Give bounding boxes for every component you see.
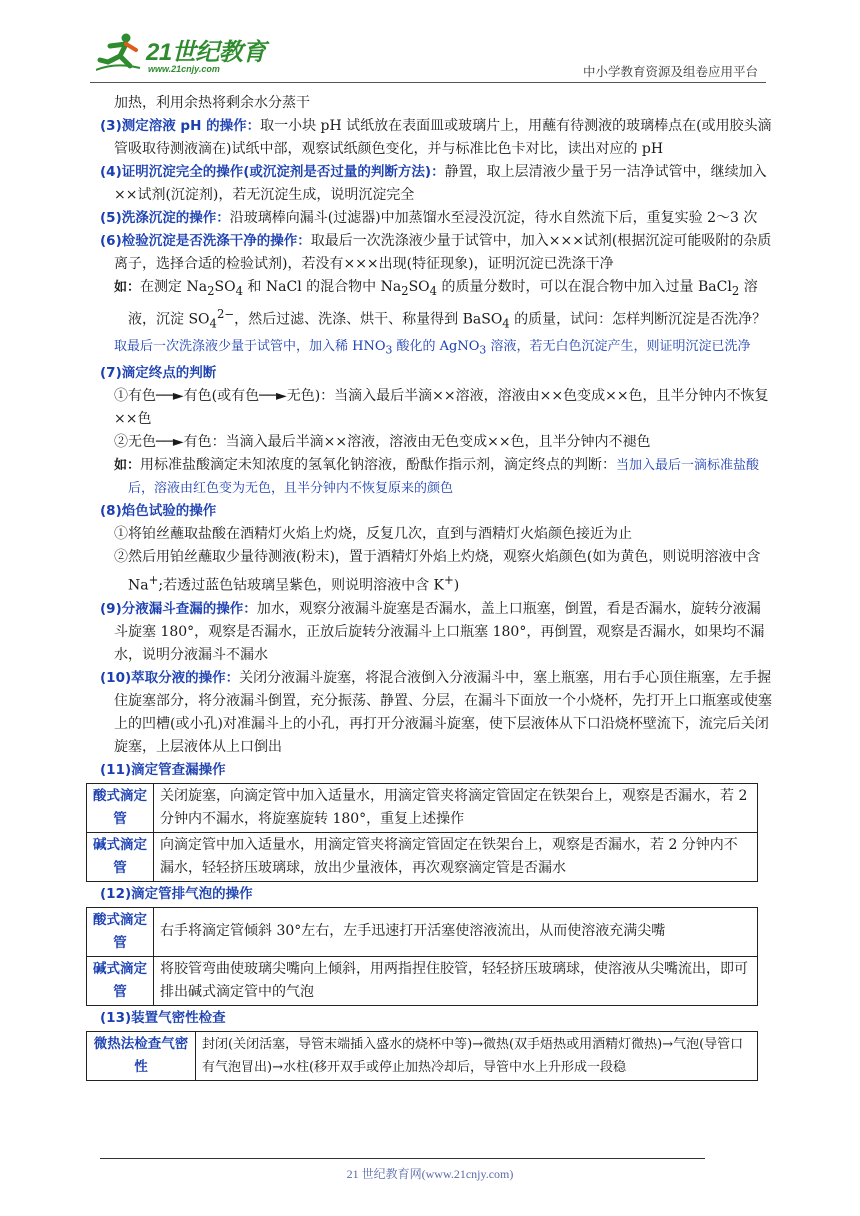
table-burette-bubble bbox=[86, 907, 758, 1006]
example-label: 如： bbox=[114, 280, 141, 295]
example-text: ，然后过滤、洗涤、烘干、称量得到 BaSO bbox=[234, 311, 503, 328]
example-text: 的质量，试问：怎样判断沉淀是否洗净？ bbox=[509, 311, 767, 328]
example-label: 如： bbox=[114, 457, 141, 473]
table-row bbox=[87, 1031, 758, 1080]
section-10-title: (10)萃取分液的操作： bbox=[100, 669, 240, 686]
platform-name: 中小学教育资源及组卷应用平台 bbox=[582, 65, 758, 79]
section-5-title: (5)洗涤沉淀的操作： bbox=[100, 210, 230, 226]
section-4 bbox=[100, 161, 772, 207]
table-row-text: 右手将滴定管倾斜 30°左右，左手迅速打开活塞使溶液流出，从而使溶液充满尖嘴 bbox=[154, 907, 758, 956]
section-9 bbox=[100, 598, 772, 667]
section-5 bbox=[100, 207, 772, 230]
section-4-body: 静置，取上层清液少量于另一洁净试管中，继续加入××试剂(沉淀剂)，若无沉淀生成，说明沉淀完全 bbox=[114, 164, 767, 203]
table-row-label: 微热法检查气密性 bbox=[87, 1031, 196, 1080]
section-13-title: (13)装置气密性检查 bbox=[100, 1009, 226, 1026]
section-6-body: 取最后一次洗涤液少量于试管中，加入×××试剂(根据沉淀可能吸附的杂质离子，选择合适的检验试剂)，若没有×××出现(特征现象)，证明沉淀已洗涤干净 bbox=[114, 233, 772, 272]
document-body bbox=[93, 92, 772, 1082]
subscript: 4 bbox=[502, 316, 510, 331]
section-3 bbox=[100, 115, 772, 161]
section-6-example bbox=[100, 276, 772, 335]
example-text: SO bbox=[408, 279, 430, 295]
subscript: 4 bbox=[235, 283, 243, 298]
footer-text[interactable]: 21 世纪教育网(www.21cnjy.com) bbox=[346, 1167, 514, 1181]
logo-url: www.21cnjy.com bbox=[148, 64, 220, 74]
example-text: 溶液，沉淀 SO bbox=[128, 279, 758, 328]
table-row-label: 碱式滴定管 bbox=[87, 956, 154, 1005]
table-row bbox=[87, 956, 758, 1005]
page-header bbox=[90, 26, 766, 84]
section-7-example bbox=[100, 454, 772, 500]
subscript: 2 bbox=[207, 283, 215, 298]
section-7-item-1: ①有色──►有色(或有色──►无色)：当滴入最后半滴××溶液，溶液由××色变成××色，且半分钟内不恢复××色 bbox=[114, 387, 769, 427]
table-airtightness-check bbox=[86, 1031, 758, 1081]
subscript: 2 bbox=[731, 283, 740, 298]
section-13-heading bbox=[100, 1007, 772, 1030]
answer-text: 溶液，若无白色沉淀产生，则证明沉淀已洗净 bbox=[486, 339, 751, 355]
section-11-heading bbox=[100, 759, 772, 782]
header-divider bbox=[90, 82, 766, 83]
section-3-title: (3)测定溶液 pH 的操作： bbox=[100, 118, 261, 134]
footer-divider bbox=[100, 1158, 705, 1159]
table-row bbox=[87, 783, 758, 832]
section-6-title: (6)检验沉淀是否洗涤干净的操作： bbox=[100, 233, 311, 249]
runner-logo-icon bbox=[96, 32, 142, 72]
example-answer: 当加入最后一滴标准盐酸后，溶液由红色变为无色，且半分钟内不恢复原来的颜色 bbox=[128, 457, 760, 496]
example-text: 在测定 Na bbox=[140, 279, 208, 295]
section-3-body: 取一小块 pH 试纸放在表面皿或玻璃片上，用蘸有待测液的玻璃棒点在(或用胶头滴管吸取待测液滴在)试纸中部，观察试纸颜色变化，并与标准比色卡对比，读出对应的 pH bbox=[114, 118, 772, 157]
site-logo[interactable] bbox=[96, 30, 286, 78]
section-12-title: (12)滴定管排气泡的操作 bbox=[100, 885, 253, 902]
table-row-label: 酸式滴定管 bbox=[87, 907, 154, 956]
logo-text: 21世纪教育 bbox=[146, 39, 266, 66]
section-7-title: (7)滴定终点的判断 bbox=[100, 364, 217, 381]
section-9-body: 加水，观察分液漏斗旋塞是否漏水，盖上口瓶塞，倒置，看是否漏水，旋转分液漏斗旋塞 180°，观察是否漏水，正放后旋转分液漏斗上口瓶塞 180°，再倒置，观察是否漏水，如果均不漏水，说明分液漏斗不漏水 bbox=[114, 600, 765, 663]
section-7-item-2: ②无色──►有色：当滴入最后半滴××溶液，溶液由无色变成××色，且半分钟内不褪色 bbox=[114, 433, 651, 450]
example-text: SO bbox=[214, 279, 236, 295]
table-row-text: 封闭(关闭活塞，导管末端插入盛水的烧杯中等)→微热(双手焐热或用酒精灯微热)→气泡(导管口有气泡冒出)→水柱(移开双手或停止加热冷却后，导管中水上升形成一段稳 bbox=[196, 1031, 758, 1080]
subscript: 4 bbox=[209, 316, 217, 331]
example-text: 用标准盐酸滴定未知浓度的氢氧化钠溶液，酚酞作指示剂，滴定终点的判断： bbox=[140, 456, 617, 473]
answer-text: 酸化的 AgNO bbox=[392, 339, 480, 355]
section-4-title: (4)证明沉淀完全的操作(或沉淀剂是否过量的判断方法)： bbox=[100, 164, 445, 180]
subscript: 3 bbox=[479, 343, 487, 357]
subscript: 3 bbox=[385, 343, 393, 357]
subscript: 2 bbox=[401, 283, 409, 298]
section-8-heading bbox=[100, 500, 772, 523]
section-11-title: (11)滴定管查漏操作 bbox=[100, 761, 226, 778]
superscript: + bbox=[148, 572, 159, 587]
item-text: ;若透过蓝色钴玻璃呈紫色，则说明溶液中含 K bbox=[158, 577, 445, 594]
section-8-title: (8)焰色试验的操作 bbox=[100, 502, 217, 519]
example-text: 和 NaCl 的混合物中 Na bbox=[242, 279, 402, 295]
table-row bbox=[87, 907, 758, 956]
section-5-body: 沿玻璃棒向漏斗(过滤器)中加蒸馏水至浸没沉淀，待水自然流下后，重复实验 2～3 次 bbox=[229, 210, 758, 226]
table-row-label: 碱式滴定管 bbox=[87, 832, 154, 881]
section-12-heading bbox=[100, 883, 772, 906]
example-text: 的质量分数时，可以在混合物中加入过量 BaCl bbox=[437, 279, 732, 295]
section-9-title: (9)分液漏斗查漏的操作： bbox=[100, 600, 257, 617]
item-text: ②然后用铂丝蘸取少量待测液(粉末)，置于酒精灯外焰上灼烧，观察火焰颜色(如为黄色，则说明溶液中含 Na bbox=[114, 548, 761, 594]
section-6 bbox=[100, 230, 772, 276]
table-row-label: 酸式滴定管 bbox=[87, 783, 154, 832]
section-8-item-2 bbox=[100, 546, 772, 598]
table-row-text: 将胶管弯曲使玻璃尖嘴向上倾斜，用两指捏住胶管，轻轻挤压玻璃球，使溶液从尖嘴流出，即可排出碱式滴定管中的气泡 bbox=[154, 956, 758, 1005]
section-10-body: 关闭分液漏斗旋塞，将混合液倒入分液漏斗中，塞上瓶塞，用右手心顶住瓶塞，左手握住旋塞部分，将分液漏斗倒置，充分振荡、静置、分层，在漏斗下面放一个小烧杯，先打开上口瓶塞或使塞上的凹槽(或小孔)对准漏斗上的小孔，再打开分液漏斗旋塞，使下层液体从下口沿烧杯壁流下，流完后关闭旋塞，上层液体从上口倒出 bbox=[114, 669, 772, 755]
answer-text: 取最后一次洗涤液少量于试管中，加入稀 HNO bbox=[114, 339, 386, 355]
section-7-heading bbox=[100, 362, 772, 385]
item-text: ) bbox=[453, 577, 460, 594]
superscript: 2− bbox=[216, 306, 235, 321]
table-burette-leak-check bbox=[86, 783, 758, 882]
table-row bbox=[87, 832, 758, 881]
section-6-answer bbox=[100, 335, 772, 362]
section-10 bbox=[100, 667, 772, 759]
table-row-text: 关闭旋塞，向滴定管中加入适量水，用滴定管夹将滴定管固定在铁架台上，观察是否漏水，若 2 分钟内不漏水，将旋塞旋转 180°，重复上述操作 bbox=[154, 783, 758, 832]
subscript: 4 bbox=[429, 283, 438, 298]
superscript: + bbox=[444, 572, 454, 587]
table-row-text: 向滴定管中加入适量水，用滴定管夹将滴定管固定在铁架台上，观察是否漏水，若 2 分钟内不漏水，轻轻挤压玻璃球，放出少量液体，再次观察滴定管是否漏水 bbox=[154, 832, 758, 881]
continuation-line: 加热，利用余热将剩余水分蒸干 bbox=[114, 95, 310, 111]
section-8-item-1: ①将铂丝蘸取盐酸在酒精灯火焰上灼烧，反复几次，直到与酒精灯火焰颜色接近为止 bbox=[114, 525, 632, 542]
